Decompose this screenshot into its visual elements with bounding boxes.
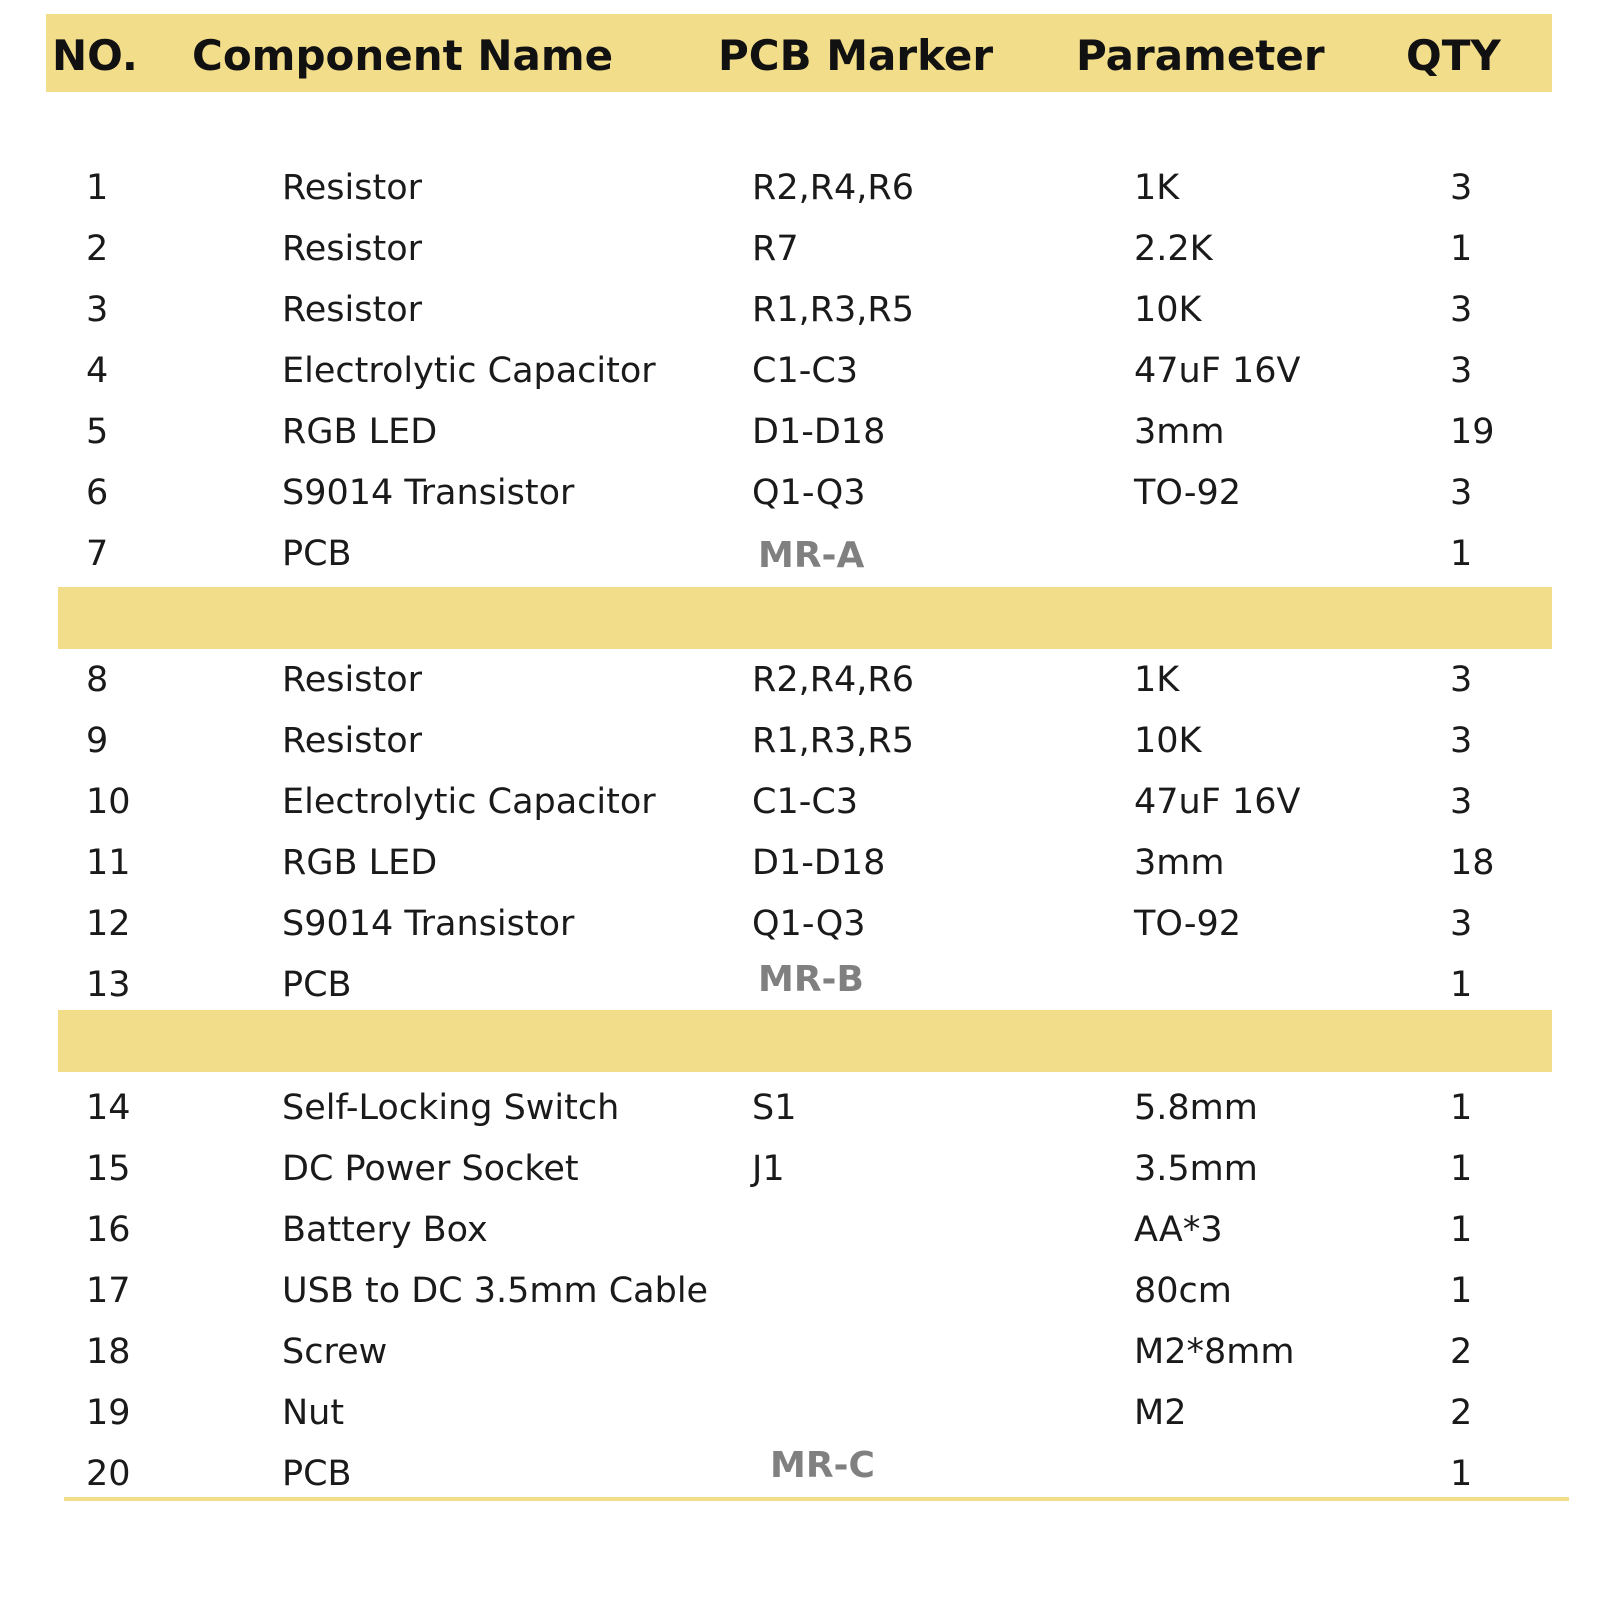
row-number: 20	[86, 1454, 131, 1494]
component-name: PCB	[282, 534, 352, 574]
table-row	[0, 158, 1600, 218]
section-divider	[58, 1010, 1552, 1072]
component-name: DC Power Socket	[282, 1149, 579, 1189]
component-name: Resistor	[282, 290, 422, 330]
quantity: 1	[1450, 229, 1473, 269]
parameter: 47uF 16V	[1134, 782, 1301, 822]
quantity: 1	[1450, 1210, 1473, 1250]
parameter: 80cm	[1134, 1271, 1232, 1311]
parameter: 5.8mm	[1134, 1088, 1258, 1128]
pcb-marker: D1-D18	[752, 412, 886, 452]
parameter: TO-92	[1134, 904, 1242, 944]
row-number: 7	[86, 534, 109, 574]
table-row	[0, 341, 1600, 401]
row-number: 2	[86, 229, 109, 269]
component-name: USB to DC 3.5mm Cable	[282, 1271, 709, 1311]
parameter: 10K	[1134, 290, 1202, 330]
quantity: 3	[1450, 660, 1473, 700]
component-name: Self-Locking Switch	[282, 1088, 620, 1128]
table-row	[0, 772, 1600, 832]
row-number: 8	[86, 660, 109, 700]
parameter: AA*3	[1134, 1210, 1223, 1250]
component-name: RGB LED	[282, 412, 438, 452]
table-row	[0, 280, 1600, 340]
pcb-label-mr-a: MR-A	[758, 535, 865, 576]
table-row	[0, 1261, 1600, 1321]
quantity: 3	[1450, 168, 1473, 208]
header-component-name: Component Name	[192, 31, 614, 80]
quantity: 2	[1450, 1393, 1473, 1433]
section-divider	[58, 587, 1552, 649]
header-pcb-marker: PCB Marker	[718, 31, 994, 80]
row-number: 11	[86, 843, 131, 883]
header-qty: QTY	[1406, 31, 1501, 80]
parameter: 3mm	[1134, 843, 1225, 883]
quantity: 3	[1450, 351, 1473, 391]
row-number: 5	[86, 412, 109, 452]
table-row	[0, 1078, 1600, 1138]
row-number: 16	[86, 1210, 131, 1250]
row-number: 6	[86, 473, 109, 513]
pcb-label-mr-c: MR-C	[770, 1445, 875, 1486]
parameter: M2	[1134, 1393, 1187, 1433]
row-number: 9	[86, 721, 109, 761]
parameter: TO-92	[1134, 473, 1242, 513]
table-row	[0, 711, 1600, 771]
component-name: Resistor	[282, 660, 422, 700]
pcb-marker: S1	[752, 1088, 797, 1128]
parameter: 47uF 16V	[1134, 351, 1301, 391]
pcb-marker: Q1-Q3	[752, 904, 866, 944]
row-number: 10	[86, 782, 131, 822]
component-name: Electrolytic Capacitor	[282, 782, 656, 822]
table-header	[46, 14, 1552, 92]
parameter: 2.2K	[1134, 229, 1213, 269]
header-parameter: Parameter	[1076, 31, 1325, 80]
pcb-marker: R7	[752, 229, 799, 269]
table-row	[0, 1139, 1600, 1199]
component-name: Electrolytic Capacitor	[282, 351, 656, 391]
quantity: 3	[1450, 721, 1473, 761]
pcb-marker: C1-C3	[752, 782, 859, 822]
parameter: 3.5mm	[1134, 1149, 1258, 1189]
component-name: PCB	[282, 965, 352, 1005]
table-row	[0, 1200, 1600, 1260]
header-no: NO.	[52, 31, 138, 80]
row-number: 14	[86, 1088, 131, 1128]
table-row	[0, 463, 1600, 523]
table-row	[0, 833, 1600, 893]
table-row	[0, 1322, 1600, 1382]
component-name: Nut	[282, 1393, 345, 1433]
component-name: PCB	[282, 1454, 352, 1494]
table-row	[0, 219, 1600, 279]
quantity: 1	[1450, 1088, 1473, 1128]
pcb-marker: R1,R3,R5	[752, 290, 915, 330]
quantity: 19	[1450, 412, 1495, 452]
table-row	[0, 894, 1600, 954]
quantity: 18	[1450, 843, 1495, 883]
pcb-marker: J1	[752, 1149, 785, 1189]
parameter: 1K	[1134, 660, 1180, 700]
component-name: Resistor	[282, 721, 422, 761]
quantity: 3	[1450, 904, 1473, 944]
component-name: Resistor	[282, 229, 422, 269]
row-number: 12	[86, 904, 131, 944]
component-name: S9014 Transistor	[282, 473, 575, 513]
table-row	[0, 650, 1600, 710]
row-number: 3	[86, 290, 109, 330]
pcb-marker: R1,R3,R5	[752, 721, 915, 761]
row-number: 17	[86, 1271, 131, 1311]
quantity: 3	[1450, 290, 1473, 330]
quantity: 1	[1450, 1149, 1473, 1189]
quantity: 1	[1450, 1454, 1473, 1494]
parameter: M2*8mm	[1134, 1332, 1295, 1372]
quantity: 1	[1450, 534, 1473, 574]
component-name: Battery Box	[282, 1210, 488, 1250]
pcb-marker: R2,R4,R6	[752, 660, 915, 700]
component-name: S9014 Transistor	[282, 904, 575, 944]
table-row	[0, 402, 1600, 462]
component-name: Resistor	[282, 168, 422, 208]
table-row	[0, 1383, 1600, 1443]
row-number: 13	[86, 965, 131, 1005]
row-number: 19	[86, 1393, 131, 1433]
pcb-marker: D1-D18	[752, 843, 886, 883]
parameter: 10K	[1134, 721, 1202, 761]
pcb-label-mr-b: MR-B	[758, 959, 864, 1000]
quantity: 3	[1450, 473, 1473, 513]
parameter: 3mm	[1134, 412, 1225, 452]
quantity: 2	[1450, 1332, 1473, 1372]
row-number: 1	[86, 168, 109, 208]
row-number: 18	[86, 1332, 131, 1372]
quantity: 3	[1450, 782, 1473, 822]
row-number: 4	[86, 351, 109, 391]
component-name: RGB LED	[282, 843, 438, 883]
pcb-marker: C1-C3	[752, 351, 859, 391]
parameter: 1K	[1134, 168, 1180, 208]
quantity: 1	[1450, 965, 1473, 1005]
pcb-marker: R2,R4,R6	[752, 168, 915, 208]
row-number: 15	[86, 1149, 131, 1189]
quantity: 1	[1450, 1271, 1473, 1311]
pcb-marker: Q1-Q3	[752, 473, 866, 513]
component-name: Screw	[282, 1332, 388, 1372]
